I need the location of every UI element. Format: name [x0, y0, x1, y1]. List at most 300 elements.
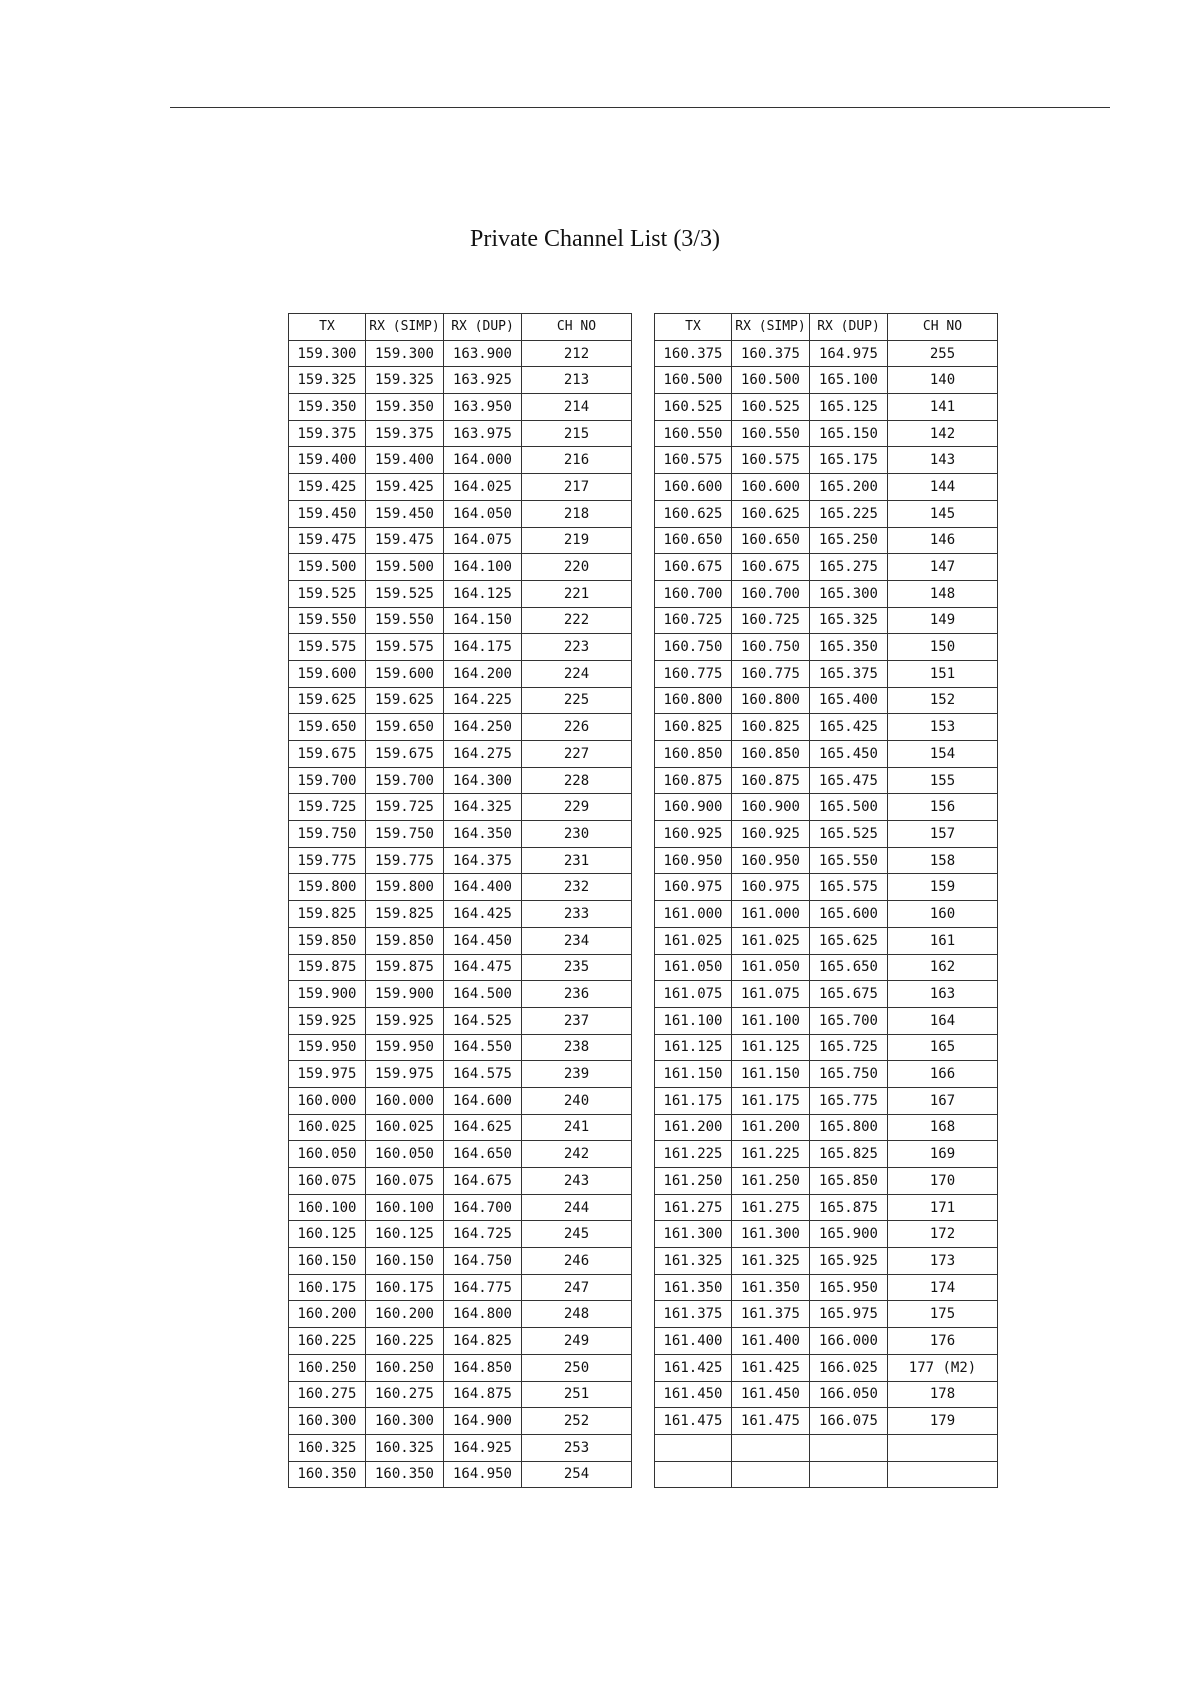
- cell-tx: 160.050: [289, 1141, 366, 1168]
- cell-ch-no: 217: [522, 474, 632, 501]
- cell-ch-no: 252: [522, 1408, 632, 1435]
- cell-ch-no: 154: [888, 741, 998, 768]
- cell-rx-dup: 164.075: [444, 527, 522, 554]
- cell-rx-simp: 160.950: [732, 847, 810, 874]
- cell-rx-simp: 160.750: [732, 634, 810, 661]
- table-row: [655, 1301, 998, 1328]
- cell-rx-dup: 164.850: [444, 1354, 522, 1381]
- cell-rx-simp: 159.500: [366, 554, 444, 581]
- cell-tx: 160.925: [655, 821, 732, 848]
- cell-rx-dup: 165.225: [810, 500, 888, 527]
- cell-tx: 159.700: [289, 767, 366, 794]
- cell-tx: 160.000: [289, 1087, 366, 1114]
- cell-ch-no: 238: [522, 1034, 632, 1061]
- cell-rx-simp: [732, 1434, 810, 1461]
- cell-ch-no: 219: [522, 527, 632, 554]
- cell-rx-simp: 161.225: [732, 1141, 810, 1168]
- cell-ch-no: 145: [888, 500, 998, 527]
- cell-rx-simp: 159.825: [366, 901, 444, 928]
- cell-rx-simp: 159.575: [366, 634, 444, 661]
- cell-rx-simp: 161.100: [732, 1007, 810, 1034]
- cell-rx-simp: 160.800: [732, 687, 810, 714]
- cell-tx: 159.825: [289, 901, 366, 928]
- cell-tx: 159.350: [289, 394, 366, 421]
- table-row: [655, 1434, 998, 1461]
- column-header-rx-dup: RX (DUP): [810, 314, 888, 341]
- cell-rx-simp: 160.150: [366, 1248, 444, 1275]
- cell-rx-dup: 165.450: [810, 741, 888, 768]
- cell-tx: 161.175: [655, 1087, 732, 1114]
- cell-rx-dup: 165.375: [810, 660, 888, 687]
- table-row: [289, 954, 632, 981]
- cell-rx-dup: 164.600: [444, 1087, 522, 1114]
- table-row: [289, 1381, 632, 1408]
- cell-ch-no: 232: [522, 874, 632, 901]
- cell-tx: 161.375: [655, 1301, 732, 1328]
- cell-rx-dup: 165.800: [810, 1114, 888, 1141]
- cell-rx-simp: 161.475: [732, 1408, 810, 1435]
- table-row: [655, 1461, 998, 1488]
- cell-rx-dup: 165.975: [810, 1301, 888, 1328]
- cell-ch-no: 239: [522, 1061, 632, 1088]
- cell-rx-simp: 159.600: [366, 660, 444, 687]
- table-row: [289, 554, 632, 581]
- cell-ch-no: 150: [888, 634, 998, 661]
- table-row: [655, 634, 998, 661]
- cell-ch-no: 246: [522, 1248, 632, 1275]
- column-header-ch-no: CH NO: [522, 314, 632, 341]
- cell-rx-dup: 165.950: [810, 1274, 888, 1301]
- cell-rx-dup: 164.175: [444, 634, 522, 661]
- cell-ch-no: 218: [522, 500, 632, 527]
- cell-rx-simp: 160.000: [366, 1087, 444, 1114]
- cell-rx-dup: 165.150: [810, 420, 888, 447]
- cell-ch-no: 234: [522, 927, 632, 954]
- cell-tx: 161.100: [655, 1007, 732, 1034]
- table-row: [289, 1114, 632, 1141]
- cell-tx: 160.150: [289, 1248, 366, 1275]
- cell-rx-dup: 164.875: [444, 1381, 522, 1408]
- cell-ch-no: 169: [888, 1141, 998, 1168]
- cell-ch-no: 175: [888, 1301, 998, 1328]
- table-row: [655, 1087, 998, 1114]
- column-header-rx-dup: RX (DUP): [444, 314, 522, 341]
- cell-tx: 159.900: [289, 981, 366, 1008]
- cell-tx: 159.925: [289, 1007, 366, 1034]
- table-row: [289, 660, 632, 687]
- cell-ch-no: 237: [522, 1007, 632, 1034]
- cell-rx-simp: 159.350: [366, 394, 444, 421]
- cell-tx: 161.075: [655, 981, 732, 1008]
- cell-rx-simp: 160.650: [732, 527, 810, 554]
- table-row: [289, 1221, 632, 1248]
- cell-rx-simp: 161.275: [732, 1194, 810, 1221]
- cell-ch-no: 212: [522, 340, 632, 367]
- cell-rx-simp: 161.025: [732, 927, 810, 954]
- cell-tx: 161.300: [655, 1221, 732, 1248]
- cell-rx-simp: 160.925: [732, 821, 810, 848]
- cell-tx: 160.225: [289, 1328, 366, 1355]
- table-row: [655, 607, 998, 634]
- cell-rx-dup: 165.850: [810, 1168, 888, 1195]
- table-row: [655, 1034, 998, 1061]
- cell-rx-dup: 164.000: [444, 447, 522, 474]
- table-row: [655, 1114, 998, 1141]
- cell-tx: 159.625: [289, 687, 366, 714]
- cell-ch-no: 216: [522, 447, 632, 474]
- cell-ch-no: 147: [888, 554, 998, 581]
- table-row: [289, 901, 632, 928]
- cell-ch-no: 163: [888, 981, 998, 1008]
- cell-rx-simp: 161.250: [732, 1168, 810, 1195]
- cell-ch-no: 222: [522, 607, 632, 634]
- cell-rx-simp: 159.375: [366, 420, 444, 447]
- cell-rx-simp: 161.125: [732, 1034, 810, 1061]
- table-row: [655, 554, 998, 581]
- cell-rx-simp: 159.775: [366, 847, 444, 874]
- column-header-tx: TX: [289, 314, 366, 341]
- cell-tx: 160.725: [655, 607, 732, 634]
- cell-rx-simp: 159.950: [366, 1034, 444, 1061]
- table-row: [655, 1354, 998, 1381]
- cell-ch-no: 162: [888, 954, 998, 981]
- cell-tx: 159.650: [289, 714, 366, 741]
- cell-rx-simp: 160.600: [732, 474, 810, 501]
- cell-rx-dup: 164.575: [444, 1061, 522, 1088]
- cell-rx-simp: 160.225: [366, 1328, 444, 1355]
- cell-tx: 159.475: [289, 527, 366, 554]
- cell-rx-dup: 165.300: [810, 580, 888, 607]
- cell-rx-simp: 159.625: [366, 687, 444, 714]
- cell-tx: 160.950: [655, 847, 732, 874]
- table-row: [289, 767, 632, 794]
- cell-rx-simp: 160.825: [732, 714, 810, 741]
- table-row: [655, 821, 998, 848]
- cell-tx: 161.475: [655, 1408, 732, 1435]
- table-row: [655, 1168, 998, 1195]
- cell-tx: 159.775: [289, 847, 366, 874]
- table-row: [655, 1221, 998, 1248]
- cell-ch-no: [888, 1461, 998, 1488]
- cell-rx-simp: 161.050: [732, 954, 810, 981]
- table-row: [289, 847, 632, 874]
- table-row: [289, 367, 632, 394]
- table-row: [655, 1381, 998, 1408]
- cell-tx: 161.225: [655, 1141, 732, 1168]
- cell-rx-dup: 165.775: [810, 1087, 888, 1114]
- cell-tx: 160.350: [289, 1461, 366, 1488]
- cell-rx-dup: 165.100: [810, 367, 888, 394]
- table-row: [655, 794, 998, 821]
- cell-ch-no: 249: [522, 1328, 632, 1355]
- top-rule: [170, 107, 1110, 108]
- cell-rx-simp: 159.675: [366, 741, 444, 768]
- table-row: [655, 394, 998, 421]
- table-row: [289, 1434, 632, 1461]
- table-row: [655, 474, 998, 501]
- cell-rx-dup: 164.350: [444, 821, 522, 848]
- cell-ch-no: 179: [888, 1408, 998, 1435]
- cell-rx-dup: 164.200: [444, 660, 522, 687]
- cell-ch-no: 170: [888, 1168, 998, 1195]
- cell-tx: 160.825: [655, 714, 732, 741]
- cell-ch-no: 224: [522, 660, 632, 687]
- cell-rx-dup: 164.825: [444, 1328, 522, 1355]
- table-row: [655, 500, 998, 527]
- table-row: [289, 874, 632, 901]
- table-row: [289, 634, 632, 661]
- cell-tx: 160.175: [289, 1274, 366, 1301]
- cell-tx: 160.750: [655, 634, 732, 661]
- table-row: [289, 607, 632, 634]
- table-row: [655, 1248, 998, 1275]
- cell-rx-simp: 159.850: [366, 927, 444, 954]
- table-row: [289, 927, 632, 954]
- cell-rx-dup: 164.325: [444, 794, 522, 821]
- cell-rx-dup: 164.625: [444, 1114, 522, 1141]
- cell-rx-dup: 164.450: [444, 927, 522, 954]
- cell-tx: 160.675: [655, 554, 732, 581]
- cell-rx-simp: 159.425: [366, 474, 444, 501]
- cell-tx: 159.450: [289, 500, 366, 527]
- cell-rx-simp: 159.450: [366, 500, 444, 527]
- table-row: [289, 1274, 632, 1301]
- cell-tx: 161.050: [655, 954, 732, 981]
- cell-rx-simp: 160.300: [366, 1408, 444, 1435]
- cell-rx-dup: 164.500: [444, 981, 522, 1008]
- cell-rx-simp: 159.550: [366, 607, 444, 634]
- table-row: [655, 1408, 998, 1435]
- cell-rx-simp: 159.325: [366, 367, 444, 394]
- table-row: [289, 714, 632, 741]
- cell-tx: 160.800: [655, 687, 732, 714]
- cell-rx-simp: 160.625: [732, 500, 810, 527]
- cell-tx: 159.675: [289, 741, 366, 768]
- cell-rx-dup: 165.250: [810, 527, 888, 554]
- cell-ch-no: 178: [888, 1381, 998, 1408]
- table-row: [289, 687, 632, 714]
- cell-rx-dup: 165.625: [810, 927, 888, 954]
- table-row: [655, 741, 998, 768]
- cell-rx-dup: 164.150: [444, 607, 522, 634]
- cell-rx-simp: 160.975: [732, 874, 810, 901]
- table-row: [655, 687, 998, 714]
- table-row: [289, 420, 632, 447]
- cell-rx-simp: 160.725: [732, 607, 810, 634]
- cell-rx-dup: 163.950: [444, 394, 522, 421]
- cell-rx-simp: 160.850: [732, 741, 810, 768]
- cell-rx-simp: 160.350: [366, 1461, 444, 1488]
- cell-rx-dup: 164.125: [444, 580, 522, 607]
- table-row: [289, 1248, 632, 1275]
- cell-rx-simp: 160.275: [366, 1381, 444, 1408]
- table-row: [289, 1034, 632, 1061]
- cell-ch-no: 171: [888, 1194, 998, 1221]
- cell-rx-dup: 164.675: [444, 1168, 522, 1195]
- cell-tx: 159.550: [289, 607, 366, 634]
- cell-ch-no: 172: [888, 1221, 998, 1248]
- cell-rx-dup: 165.550: [810, 847, 888, 874]
- cell-tx: 160.550: [655, 420, 732, 447]
- cell-rx-simp: 161.450: [732, 1381, 810, 1408]
- table-row: [655, 447, 998, 474]
- table-header-row: [655, 314, 998, 341]
- cell-rx-simp: 159.400: [366, 447, 444, 474]
- cell-ch-no: 177 (M2): [888, 1354, 998, 1381]
- cell-rx-simp: 160.675: [732, 554, 810, 581]
- cell-rx-simp: 161.375: [732, 1301, 810, 1328]
- cell-rx-dup: 164.700: [444, 1194, 522, 1221]
- cell-rx-dup: 165.350: [810, 634, 888, 661]
- cell-tx: 159.750: [289, 821, 366, 848]
- cell-ch-no: 245: [522, 1221, 632, 1248]
- cell-rx-simp: 161.000: [732, 901, 810, 928]
- cell-rx-simp: 159.875: [366, 954, 444, 981]
- cell-rx-simp: 160.025: [366, 1114, 444, 1141]
- cell-rx-dup: 164.750: [444, 1248, 522, 1275]
- table-row: [289, 1301, 632, 1328]
- cell-rx-dup: 164.100: [444, 554, 522, 581]
- table-row: [289, 1194, 632, 1221]
- cell-ch-no: 161: [888, 927, 998, 954]
- cell-rx-simp: 160.325: [366, 1434, 444, 1461]
- table-row: [655, 580, 998, 607]
- cell-tx: 160.375: [655, 340, 732, 367]
- cell-rx-dup: 164.950: [444, 1461, 522, 1488]
- cell-tx: 159.525: [289, 580, 366, 607]
- cell-rx-dup: 165.675: [810, 981, 888, 1008]
- cell-ch-no: 176: [888, 1328, 998, 1355]
- cell-ch-no: 247: [522, 1274, 632, 1301]
- cell-tx: 160.025: [289, 1114, 366, 1141]
- cell-ch-no: 229: [522, 794, 632, 821]
- cell-rx-dup: 165.875: [810, 1194, 888, 1221]
- cell-tx: 160.575: [655, 447, 732, 474]
- cell-tx: 161.425: [655, 1354, 732, 1381]
- cell-tx: 159.975: [289, 1061, 366, 1088]
- cell-tx: 160.100: [289, 1194, 366, 1221]
- table-row: [289, 580, 632, 607]
- cell-rx-dup: 164.725: [444, 1221, 522, 1248]
- table-row: [655, 660, 998, 687]
- cell-tx: 161.325: [655, 1248, 732, 1275]
- cell-rx-simp: 161.075: [732, 981, 810, 1008]
- cell-rx-simp: 160.100: [366, 1194, 444, 1221]
- cell-tx: [655, 1461, 732, 1488]
- cell-rx-simp: 160.550: [732, 420, 810, 447]
- cell-rx-simp: 160.200: [366, 1301, 444, 1328]
- cell-rx-simp: 159.700: [366, 767, 444, 794]
- cell-rx-simp: 160.525: [732, 394, 810, 421]
- cell-rx-dup: 164.550: [444, 1034, 522, 1061]
- cell-ch-no: 233: [522, 901, 632, 928]
- table-row: [289, 1328, 632, 1355]
- channel-table-right: [654, 313, 998, 1488]
- cell-rx-simp: 160.075: [366, 1168, 444, 1195]
- cell-ch-no: 242: [522, 1141, 632, 1168]
- table-row: [289, 527, 632, 554]
- cell-rx-simp: [732, 1461, 810, 1488]
- cell-tx: 159.375: [289, 420, 366, 447]
- cell-ch-no: 255: [888, 340, 998, 367]
- cell-rx-dup: 165.275: [810, 554, 888, 581]
- cell-rx-simp: 161.150: [732, 1061, 810, 1088]
- channel-table-left: [288, 313, 632, 1488]
- cell-tx: 161.450: [655, 1381, 732, 1408]
- cell-ch-no: 156: [888, 794, 998, 821]
- cell-ch-no: [888, 1434, 998, 1461]
- cell-rx-simp: 159.925: [366, 1007, 444, 1034]
- cell-tx: 160.650: [655, 527, 732, 554]
- cell-ch-no: 243: [522, 1168, 632, 1195]
- cell-ch-no: 225: [522, 687, 632, 714]
- cell-rx-dup: 164.925: [444, 1434, 522, 1461]
- table-row: [655, 1328, 998, 1355]
- cell-tx: 161.350: [655, 1274, 732, 1301]
- cell-tx: 161.125: [655, 1034, 732, 1061]
- cell-ch-no: 213: [522, 367, 632, 394]
- cell-rx-dup: 164.525: [444, 1007, 522, 1034]
- cell-rx-dup: 165.725: [810, 1034, 888, 1061]
- cell-tx: 159.875: [289, 954, 366, 981]
- cell-rx-dup: 165.175: [810, 447, 888, 474]
- cell-rx-dup: 165.200: [810, 474, 888, 501]
- cell-ch-no: 221: [522, 580, 632, 607]
- table-row: [289, 794, 632, 821]
- table-row: [289, 821, 632, 848]
- cell-ch-no: 173: [888, 1248, 998, 1275]
- cell-ch-no: 146: [888, 527, 998, 554]
- cell-tx: 159.800: [289, 874, 366, 901]
- cell-ch-no: 152: [888, 687, 998, 714]
- cell-ch-no: 165: [888, 1034, 998, 1061]
- cell-rx-dup: 164.225: [444, 687, 522, 714]
- table-row: [289, 1061, 632, 1088]
- cell-tx: 160.275: [289, 1381, 366, 1408]
- cell-rx-dup: 165.125: [810, 394, 888, 421]
- cell-rx-simp: 160.900: [732, 794, 810, 821]
- cell-tx: 159.600: [289, 660, 366, 687]
- cell-tx: 159.725: [289, 794, 366, 821]
- cell-ch-no: 155: [888, 767, 998, 794]
- cell-rx-dup: 165.575: [810, 874, 888, 901]
- table-row: [655, 1194, 998, 1221]
- cell-ch-no: 228: [522, 767, 632, 794]
- cell-rx-dup: 163.900: [444, 340, 522, 367]
- cell-rx-dup: 165.600: [810, 901, 888, 928]
- table-row: [289, 1408, 632, 1435]
- cell-rx-simp: 159.650: [366, 714, 444, 741]
- table-row: [655, 927, 998, 954]
- cell-ch-no: 158: [888, 847, 998, 874]
- cell-ch-no: 254: [522, 1461, 632, 1488]
- cell-tx: 160.125: [289, 1221, 366, 1248]
- cell-tx: 160.625: [655, 500, 732, 527]
- table-row: [655, 714, 998, 741]
- cell-rx-simp: 160.050: [366, 1141, 444, 1168]
- cell-tx: 160.700: [655, 580, 732, 607]
- cell-ch-no: 240: [522, 1087, 632, 1114]
- table-row: [289, 1168, 632, 1195]
- cell-rx-dup: 163.925: [444, 367, 522, 394]
- cell-tx: 159.300: [289, 340, 366, 367]
- cell-rx-simp: 160.500: [732, 367, 810, 394]
- cell-rx-simp: 159.475: [366, 527, 444, 554]
- cell-rx-dup: 165.475: [810, 767, 888, 794]
- table-row: [655, 1141, 998, 1168]
- table-row: [655, 767, 998, 794]
- cell-tx: 160.525: [655, 394, 732, 421]
